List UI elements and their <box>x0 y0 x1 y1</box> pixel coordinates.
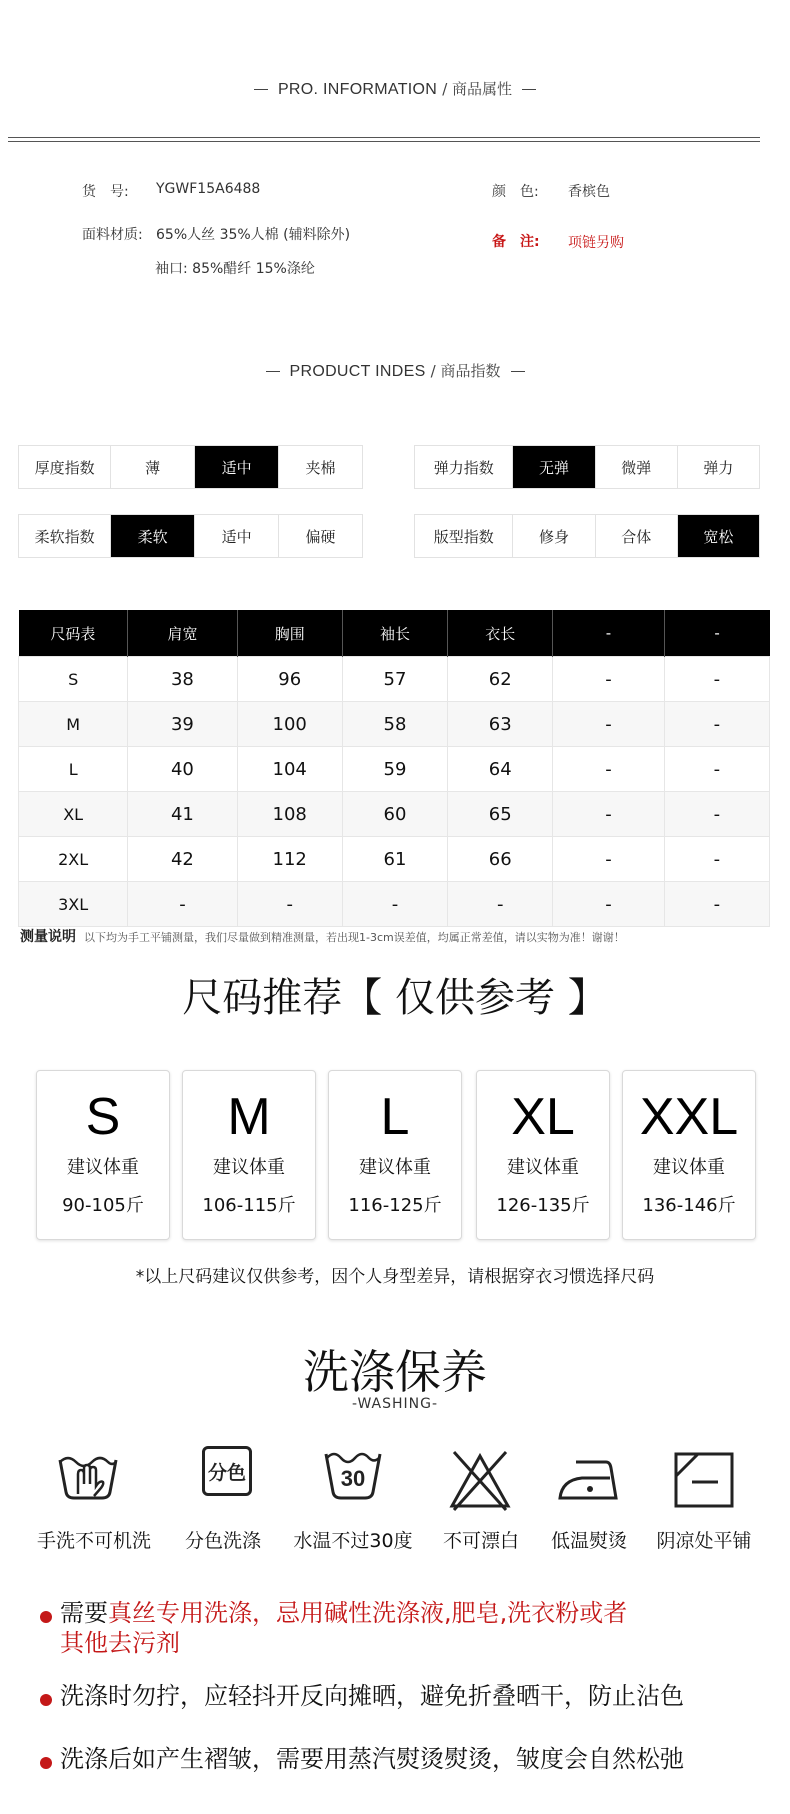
table-cell: 39 <box>128 702 237 747</box>
table-cell: - <box>664 882 769 927</box>
table-cell: - <box>128 882 237 927</box>
care-note-2: 洗涤时勿拧，应轻抖开反向摊晒，避免折叠晒干，防止沾色 <box>60 1682 684 1710</box>
table-cell: - <box>553 792 664 837</box>
softness-option-medium: 适中 <box>194 515 278 557</box>
fit-index <box>414 514 760 558</box>
care-note-1-prefix: 需要 <box>60 1599 108 1627</box>
table-row <box>19 747 770 792</box>
table-cell: - <box>553 882 664 927</box>
size-cell: XL <box>19 792 128 837</box>
size-table-header-cell: 袖长 <box>342 610 447 657</box>
product-index-title-cn: / 商品指数 <box>430 362 501 380</box>
size-table-header-cell: 衣长 <box>448 610 553 657</box>
size-card-size: L <box>380 1088 410 1146</box>
softness-option-soft: 柔软 <box>110 515 194 557</box>
table-cell: - <box>237 882 342 927</box>
softness-index-label: 柔软指数 <box>34 527 95 546</box>
table-cell: 63 <box>448 702 553 747</box>
color-label: 颜 色: <box>492 184 539 200</box>
size-cell: 3XL <box>19 882 128 927</box>
table-cell: 40 <box>128 747 237 792</box>
care-note-1-warning-cont: 其他去污剂 <box>60 1629 180 1657</box>
thickness-option-padded: 夹棉 <box>278 446 362 488</box>
table-cell: - <box>553 837 664 882</box>
table-cell: - <box>553 657 664 702</box>
fit-index-label: 版型指数 <box>433 527 494 546</box>
size-disclaimer: *以上尺码建议仅供参考，因个人身型差异，请根据穿衣习惯选择尺码 <box>135 1267 655 1287</box>
fit-option-regular: 合体 <box>595 515 677 557</box>
color-value: 香槟色 <box>568 184 610 200</box>
care-bullet <box>40 1694 52 1706</box>
low-iron-label: 低温熨烫 <box>550 1530 627 1552</box>
table-row <box>19 792 770 837</box>
size-card-range: 106-115斤 <box>202 1195 296 1216</box>
table-cell: - <box>448 882 553 927</box>
separate-color-icon: 分色 <box>202 1446 252 1496</box>
cuff-value: 袖口: 85%醋纤 15%涤纶 <box>155 261 315 277</box>
no-bleach-icon <box>448 1448 512 1512</box>
size-table-header-cell: 尺码表 <box>19 610 128 657</box>
table-cell: - <box>342 882 447 927</box>
table-cell: 64 <box>448 747 553 792</box>
water-30-label-text: 水温不过30度 <box>293 1530 413 1552</box>
size-cell: M <box>19 702 128 747</box>
table-row <box>19 702 770 747</box>
size-card-range: 136-146斤 <box>642 1195 736 1216</box>
table-cell: 104 <box>237 747 342 792</box>
table-row <box>19 837 770 882</box>
table-cell: 62 <box>448 657 553 702</box>
size-card-label: 建议体重 <box>359 1157 431 1178</box>
table-cell: 58 <box>342 702 447 747</box>
item-no-label: 货 号: <box>82 184 129 200</box>
pro-info-title-en: PRO. INFORMATION <box>277 81 438 98</box>
table-cell: - <box>664 747 769 792</box>
table-row <box>19 882 770 927</box>
pro-info-title-cn: / 商品属性 <box>442 80 513 98</box>
size-card-range: 90-105斤 <box>62 1195 144 1216</box>
size-card-label: 建议体重 <box>67 1157 139 1178</box>
fit-option-slim: 修身 <box>512 515 594 557</box>
size-table <box>18 610 770 927</box>
table-cell: 59 <box>342 747 447 792</box>
water-30-icon <box>324 1446 382 1502</box>
size-card <box>328 1070 462 1240</box>
product-index-title-en: PRODUCT INDES <box>289 363 426 380</box>
fit-option-loose: 宽松 <box>677 515 759 557</box>
table-cell: - <box>664 837 769 882</box>
table-cell: 38 <box>128 657 237 702</box>
pro-info-header <box>0 78 790 99</box>
washing-subtitle: -WASHING- <box>351 1396 439 1412</box>
divider <box>8 137 760 138</box>
table-cell: - <box>553 702 664 747</box>
size-card-label: 建议体重 <box>507 1157 579 1178</box>
no-bleach-label: 不可漂白 <box>442 1530 519 1552</box>
separate-color-label: 分色洗涤 <box>184 1530 261 1552</box>
fabric-value: 65%人丝 35%人棉 (辅料除外) <box>156 227 351 243</box>
divider <box>8 141 760 142</box>
size-card <box>36 1070 170 1240</box>
care-note-3: 洗涤后如产生褶皱，需要用蒸汽熨烫熨烫，皱度会自然松弛 <box>60 1745 684 1773</box>
size-cell: S <box>19 657 128 702</box>
size-table-header-cell: 肩宽 <box>128 610 237 657</box>
table-cell: - <box>664 657 769 702</box>
remark-value: 项链另购 <box>568 235 624 251</box>
product-index-header <box>0 360 790 381</box>
softness-index <box>18 514 363 558</box>
elasticity-index-label: 弹力指数 <box>433 458 494 477</box>
size-card <box>476 1070 610 1240</box>
table-cell: 60 <box>342 792 447 837</box>
table-cell: 41 <box>128 792 237 837</box>
measurement-note <box>20 926 625 946</box>
dry-flat-shade-icon <box>672 1448 736 1512</box>
size-rec-title: 尺码推荐【 仅供参考 】 <box>182 975 608 1021</box>
elasticity-option-elastic: 弹力 <box>677 446 759 488</box>
table-cell: 66 <box>448 837 553 882</box>
size-card-size: XL <box>511 1088 575 1146</box>
size-card-size: S <box>85 1088 121 1146</box>
size-card-size: M <box>227 1088 271 1146</box>
low-iron-icon <box>556 1448 620 1512</box>
size-card-label: 建议体重 <box>213 1157 285 1178</box>
table-cell: 42 <box>128 837 237 882</box>
size-card-range: 116-125斤 <box>348 1195 442 1216</box>
size-table-header-cell: - <box>553 610 664 657</box>
care-note-1 <box>60 1598 627 1658</box>
size-card <box>622 1070 756 1240</box>
hand-wash-label: 手洗不可机洗 <box>36 1530 151 1552</box>
item-no-value: YGWF15A6488 <box>156 181 261 197</box>
thickness-index <box>18 445 363 489</box>
softness-option-hard: 偏硬 <box>278 515 362 557</box>
size-table-header <box>19 610 770 657</box>
table-row <box>19 657 770 702</box>
table-cell: 108 <box>237 792 342 837</box>
dry-flat-label: 阴凉处平铺 <box>656 1530 752 1552</box>
size-card-range: 126-135斤 <box>496 1195 590 1216</box>
washing-title: 洗涤保养 <box>303 1345 487 1399</box>
elasticity-option-none: 无弹 <box>512 446 594 488</box>
fabric-label: 面料材质: <box>82 227 143 243</box>
table-cell: - <box>664 702 769 747</box>
size-card-label: 建议体重 <box>653 1157 725 1178</box>
elasticity-option-slight: 微弹 <box>595 446 677 488</box>
hand-wash-icon <box>56 1448 120 1512</box>
elasticity-index <box>414 445 760 489</box>
remark-label: 备 注: <box>492 234 540 250</box>
thickness-index-label: 厚度指数 <box>34 458 95 477</box>
table-cell: 96 <box>237 657 342 702</box>
measurement-note-title: 测量说明 <box>20 929 76 945</box>
water-30-label: 30 <box>340 1466 366 1491</box>
table-cell: 57 <box>342 657 447 702</box>
care-bullet <box>40 1757 52 1769</box>
care-bullet <box>40 1611 52 1623</box>
thickness-option-thin: 薄 <box>110 446 194 488</box>
table-cell: 112 <box>237 837 342 882</box>
thickness-option-medium: 适中 <box>194 446 278 488</box>
size-table-header-cell: 胸围 <box>237 610 342 657</box>
table-cell: - <box>553 747 664 792</box>
size-cell: L <box>19 747 128 792</box>
size-table-header-cell: - <box>664 610 769 657</box>
size-card <box>182 1070 316 1240</box>
table-cell: 65 <box>448 792 553 837</box>
table-cell: 100 <box>237 702 342 747</box>
measurement-note-text: 以下均为手工平铺测量，我们尽量做到精准测量，若出现1-3cm误差值，均属正常差值，请以实物为准！谢谢！ <box>84 931 625 944</box>
size-card-size: XXL <box>639 1088 739 1146</box>
size-cell: 2XL <box>19 837 128 882</box>
table-cell: - <box>664 792 769 837</box>
care-note-1-warning: 真丝专用洗涤，忌用碱性洗涤液,肥皂,洗衣粉或者 <box>108 1599 628 1627</box>
table-cell: 61 <box>342 837 447 882</box>
